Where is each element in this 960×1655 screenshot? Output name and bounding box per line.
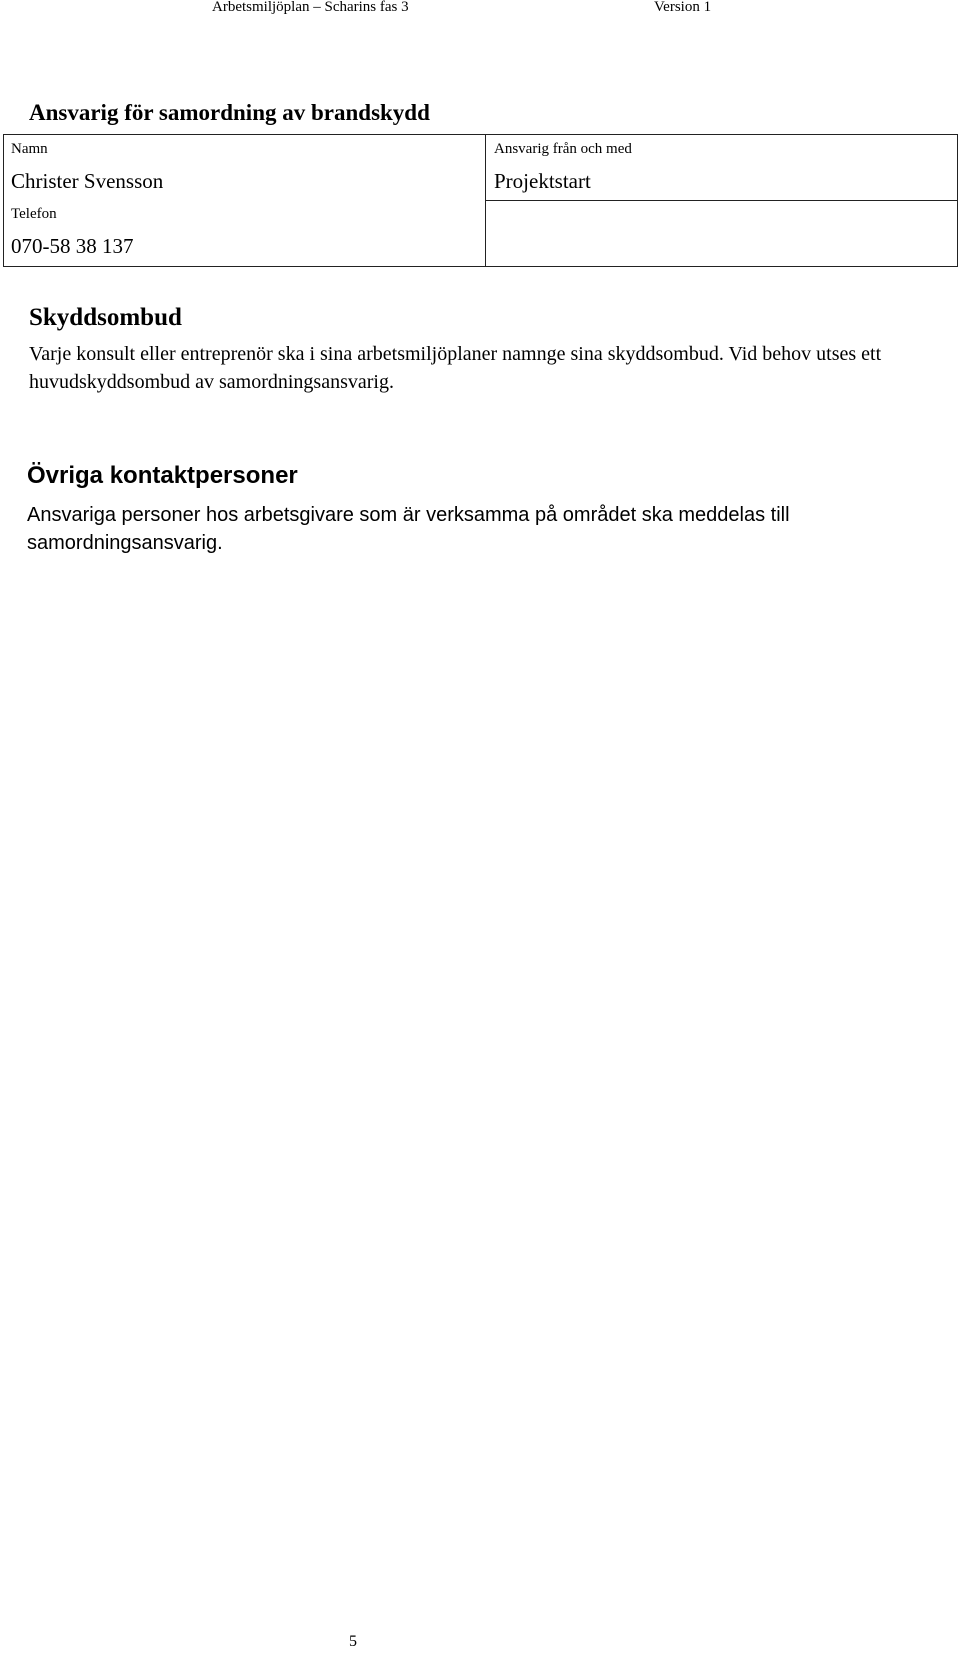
contact-table [3, 134, 958, 267]
skyddsombud-paragraph: Varje konsult eller entreprenör ska i sina arbetsmiljöplaner namnge sina skyddsombud. Vid behov utses ett huvudskyddsombud av samordningsansvarig. [29, 343, 882, 393]
responsible-from-label: Ansvarig från och med [494, 141, 632, 157]
brandskydd-heading: Ansvarig för samordning av brandskydd [29, 100, 430, 125]
responsible-from-value: Projektstart [494, 169, 591, 193]
ovriga-kontaktpersoner-paragraph: Ansvariga personer hos arbetsgivare som är verksamma på området ska meddelas till samordningsansvarig. [27, 504, 790, 554]
page-number: 5 [349, 1633, 357, 1650]
table-divider-horizontal [485, 200, 957, 201]
name-value: Christer Svensson [11, 169, 164, 193]
document-title: Arbetsmiljöplan – Scharins fas 3 [212, 0, 409, 15]
ovriga-kontaktpersoner-heading: Övriga kontaktpersoner [27, 462, 298, 489]
document-version: Version 1 [654, 0, 712, 15]
phone-label: Telefon [11, 206, 57, 222]
name-label: Namn [11, 141, 48, 157]
running-header [212, 0, 712, 15]
phone-value: 070-58 38 137 [11, 234, 134, 258]
skyddsombud-heading: Skyddsombud [29, 304, 182, 331]
